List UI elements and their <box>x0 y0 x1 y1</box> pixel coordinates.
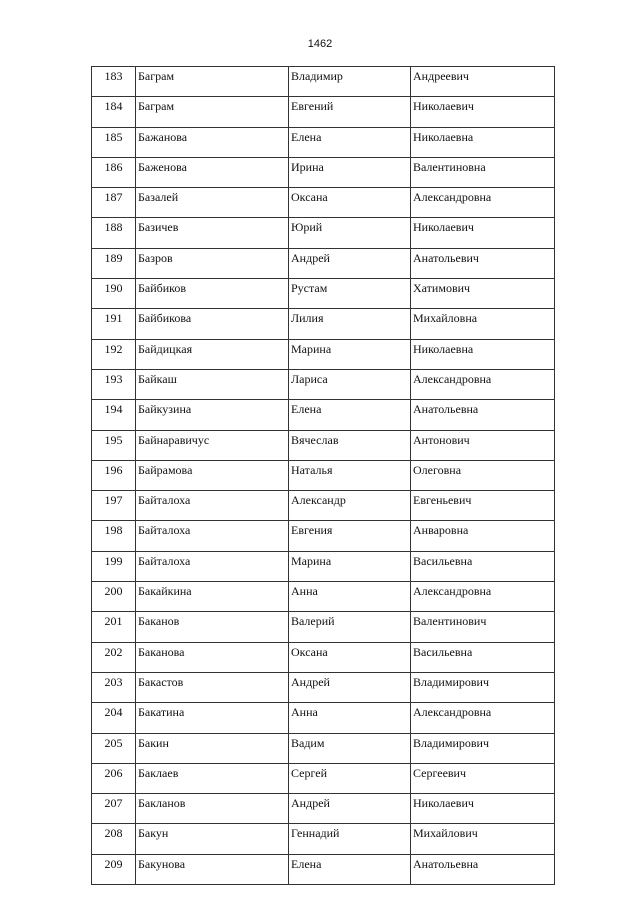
first-name-cell: Ирина <box>289 157 411 187</box>
first-name-cell: Наталья <box>289 460 411 490</box>
row-number: 192 <box>92 339 136 369</box>
patronymic-cell: Николаевич <box>411 794 555 824</box>
row-number: 195 <box>92 430 136 460</box>
last-name-cell: Бакланов <box>136 794 289 824</box>
patronymic-cell: Александровна <box>411 703 555 733</box>
first-name-cell: Оксана <box>289 188 411 218</box>
row-number: 203 <box>92 672 136 702</box>
patronymic-cell: Николаевна <box>411 127 555 157</box>
table-row <box>92 582 555 612</box>
last-name-cell: Байталоха <box>136 551 289 581</box>
first-name-cell: Лариса <box>289 369 411 399</box>
first-name-cell: Марина <box>289 551 411 581</box>
first-name-cell: Андрей <box>289 794 411 824</box>
table-row <box>92 369 555 399</box>
table-row <box>92 824 555 854</box>
last-name-cell: Бакастов <box>136 672 289 702</box>
last-name-cell: Байбиков <box>136 279 289 309</box>
patronymic-cell: Андреевич <box>411 67 555 97</box>
first-name-cell: Рустам <box>289 279 411 309</box>
table-row <box>92 794 555 824</box>
patronymic-cell: Антонович <box>411 430 555 460</box>
last-name-cell: Байбикова <box>136 309 289 339</box>
first-name-cell: Елена <box>289 127 411 157</box>
page-number: 1462 <box>307 38 333 50</box>
last-name-cell: Байкузина <box>136 400 289 430</box>
first-name-cell: Евгений <box>289 97 411 127</box>
patronymic-cell: Анатольевна <box>411 400 555 430</box>
patronymic-cell: Владимирович <box>411 733 555 763</box>
patronymic-cell: Николаевич <box>411 218 555 248</box>
table-row <box>92 703 555 733</box>
last-name-cell: Байдицкая <box>136 339 289 369</box>
table-row <box>92 309 555 339</box>
table-row <box>92 551 555 581</box>
first-name-cell: Оксана <box>289 642 411 672</box>
patronymic-cell: Владимирович <box>411 672 555 702</box>
row-number: 186 <box>92 157 136 187</box>
table-row <box>92 491 555 521</box>
last-name-cell: Байкаш <box>136 369 289 399</box>
patronymic-cell: Николаевна <box>411 339 555 369</box>
patronymic-cell: Анатольевна <box>411 854 555 884</box>
patronymic-cell: Олеговна <box>411 460 555 490</box>
patronymic-cell: Михайлович <box>411 824 555 854</box>
table-row <box>92 339 555 369</box>
last-name-cell: Бакун <box>136 824 289 854</box>
last-name-cell: Бажанова <box>136 127 289 157</box>
first-name-cell: Анна <box>289 582 411 612</box>
table-row <box>92 67 555 97</box>
row-number: 196 <box>92 460 136 490</box>
patronymic-cell: Николаевич <box>411 97 555 127</box>
patronymic-cell: Валентинович <box>411 612 555 642</box>
patronymic-cell: Александровна <box>411 188 555 218</box>
table-row <box>92 430 555 460</box>
row-number: 200 <box>92 582 136 612</box>
row-number: 183 <box>92 67 136 97</box>
last-name-cell: Базичев <box>136 218 289 248</box>
patronymic-cell: Валентиновна <box>411 157 555 187</box>
first-name-cell: Андрей <box>289 248 411 278</box>
last-name-cell: Баженова <box>136 157 289 187</box>
patronymic-cell: Васильевна <box>411 551 555 581</box>
table-row <box>92 218 555 248</box>
row-number: 187 <box>92 188 136 218</box>
last-name-cell: Базалей <box>136 188 289 218</box>
last-name-cell: Баграм <box>136 67 289 97</box>
table-row <box>92 854 555 884</box>
last-name-cell: Баканов <box>136 612 289 642</box>
patronymic-cell: Александровна <box>411 369 555 399</box>
first-name-cell: Лилия <box>289 309 411 339</box>
first-name-cell: Владимир <box>289 67 411 97</box>
first-name-cell: Елена <box>289 854 411 884</box>
table-row <box>92 400 555 430</box>
patronymic-cell: Михайловна <box>411 309 555 339</box>
row-number: 206 <box>92 763 136 793</box>
patronymic-cell: Васильевна <box>411 642 555 672</box>
first-name-cell: Юрий <box>289 218 411 248</box>
last-name-cell: Бакунова <box>136 854 289 884</box>
last-name-cell: Баканова <box>136 642 289 672</box>
row-number: 198 <box>92 521 136 551</box>
row-number: 205 <box>92 733 136 763</box>
last-name-cell: Байрамова <box>136 460 289 490</box>
table-row <box>92 127 555 157</box>
roster-table <box>91 66 555 885</box>
patronymic-cell: Анваровна <box>411 521 555 551</box>
row-number: 208 <box>92 824 136 854</box>
last-name-cell: Баграм <box>136 97 289 127</box>
last-name-cell: Базров <box>136 248 289 278</box>
table-row <box>92 188 555 218</box>
row-number: 189 <box>92 248 136 278</box>
first-name-cell: Валерий <box>289 612 411 642</box>
row-number: 184 <box>92 97 136 127</box>
first-name-cell: Андрей <box>289 672 411 702</box>
table-row <box>92 642 555 672</box>
table-row <box>92 279 555 309</box>
table-row <box>92 612 555 642</box>
first-name-cell: Сергей <box>289 763 411 793</box>
last-name-cell: Бакатина <box>136 703 289 733</box>
first-name-cell: Анна <box>289 703 411 733</box>
row-number: 190 <box>92 279 136 309</box>
table-row <box>92 460 555 490</box>
row-number: 207 <box>92 794 136 824</box>
row-number: 202 <box>92 642 136 672</box>
table-row <box>92 672 555 702</box>
first-name-cell: Александр <box>289 491 411 521</box>
row-number: 185 <box>92 127 136 157</box>
patronymic-cell: Евгеньевич <box>411 491 555 521</box>
roster-body <box>92 67 555 885</box>
row-number: 199 <box>92 551 136 581</box>
last-name-cell: Баклаев <box>136 763 289 793</box>
last-name-cell: Байнаравичус <box>136 430 289 460</box>
row-number: 193 <box>92 369 136 399</box>
row-number: 194 <box>92 400 136 430</box>
last-name-cell: Байталоха <box>136 521 289 551</box>
table-row <box>92 97 555 127</box>
first-name-cell: Геннадий <box>289 824 411 854</box>
table-row <box>92 763 555 793</box>
row-number: 197 <box>92 491 136 521</box>
last-name-cell: Бакайкина <box>136 582 289 612</box>
first-name-cell: Вадим <box>289 733 411 763</box>
row-number: 209 <box>92 854 136 884</box>
first-name-cell: Вячеслав <box>289 430 411 460</box>
row-number: 191 <box>92 309 136 339</box>
first-name-cell: Марина <box>289 339 411 369</box>
last-name-cell: Байталоха <box>136 491 289 521</box>
table-row <box>92 248 555 278</box>
table-row <box>92 733 555 763</box>
patronymic-cell: Хатимович <box>411 279 555 309</box>
last-name-cell: Бакин <box>136 733 289 763</box>
patronymic-cell: Александровна <box>411 582 555 612</box>
first-name-cell: Евгения <box>289 521 411 551</box>
table-row <box>92 157 555 187</box>
row-number: 204 <box>92 703 136 733</box>
row-number: 201 <box>92 612 136 642</box>
patronymic-cell: Анатольевич <box>411 248 555 278</box>
first-name-cell: Елена <box>289 400 411 430</box>
table-row <box>92 521 555 551</box>
row-number: 188 <box>92 218 136 248</box>
patronymic-cell: Сергеевич <box>411 763 555 793</box>
